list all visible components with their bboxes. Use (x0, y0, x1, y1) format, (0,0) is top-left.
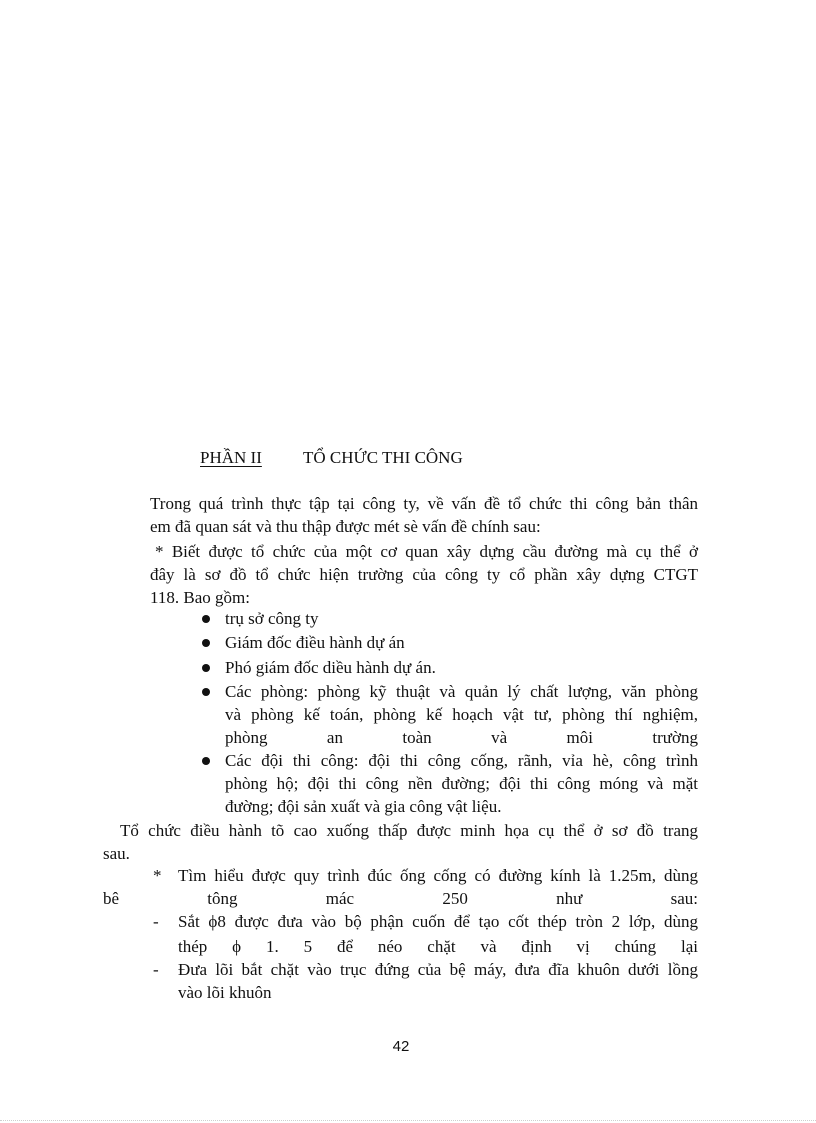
intro-line: em đã quan sát và thu thập được mét sè vấn đề chính sau: (150, 517, 541, 536)
step-text: vào lõi khuôn (178, 983, 272, 1002)
dash-marker: - (153, 960, 159, 979)
intro-line: đây là sơ đồ tổ chức hiện trường của công ty cổ phần xây dựng CTGT (150, 565, 698, 584)
step-text: thép ϕ 1. 5 để néo chặt và định vị chúng lại (178, 937, 698, 956)
bullet-icon (202, 664, 210, 672)
list-item-text: phòng an toàn và môi trường (225, 728, 698, 747)
summary-line: Tổ chức điều hành tõ cao xuống thấp được minh họa cụ thể ở sơ đồ trang (120, 821, 698, 840)
intro-line: 118. Bao gồm: (150, 588, 250, 607)
list-item-text: Giám đốc điều hành dự án (225, 633, 405, 652)
bullet-icon (202, 615, 210, 623)
list-item-text: Phó giám đốc diều hành dự án. (225, 658, 436, 677)
step-text: Đưa lõi bắt chặt vào trục đứng của bệ máy, đưa đĩa khuôn dưới lồng (178, 960, 698, 979)
list-item-text: Các phòng: phòng kỹ thuật và quản lý chất lượng, văn phòng (225, 682, 698, 701)
page-number: 42 (392, 1038, 410, 1055)
dash-marker: - (153, 912, 159, 931)
list-item-text: Các đội thi công: đội thi công cống, rãnh, vỉa hè, công trình (225, 751, 698, 770)
bullet-icon (202, 688, 210, 696)
list-item-text: trụ sở công ty (225, 609, 319, 628)
bullet-icon (202, 639, 210, 647)
step-text: Sắt ϕ8 được đưa vào bộ phận cuốn để tạo cốt thép tròn 2 lớp, dùng (178, 912, 698, 931)
summary-line: sau. (103, 844, 130, 863)
list-item-text: đường; đội sản xuất và gia công vật liệu. (225, 797, 502, 816)
intro-line: Trong quá trình thực tập tại công ty, về vấn đề tổ chức thi công bản thân (150, 494, 698, 513)
process-line: Tìm hiểu được quy trình đúc ống cống có đường kính là 1.25m, dùng (178, 866, 698, 885)
part-label: PHẦN II (200, 448, 262, 467)
footer-divider (0, 1120, 816, 1121)
star-marker: * (153, 866, 162, 885)
bullet-icon (202, 757, 210, 765)
list-item-text: phòng hộ; đội thi công nền đường; đội thi công móng và mặt (225, 774, 698, 793)
list-item-text: và phòng kế toán, phòng kế hoạch vật tư, phòng thí nghiệm, (225, 705, 698, 724)
process-line: bê tông mác 250 như sau: (103, 889, 698, 908)
section-title: TỔ CHỨC THI CÔNG (303, 448, 463, 467)
intro-line: * Biết được tổ chức của một cơ quan xây dựng cầu đường mà cụ thể ở (155, 542, 698, 561)
